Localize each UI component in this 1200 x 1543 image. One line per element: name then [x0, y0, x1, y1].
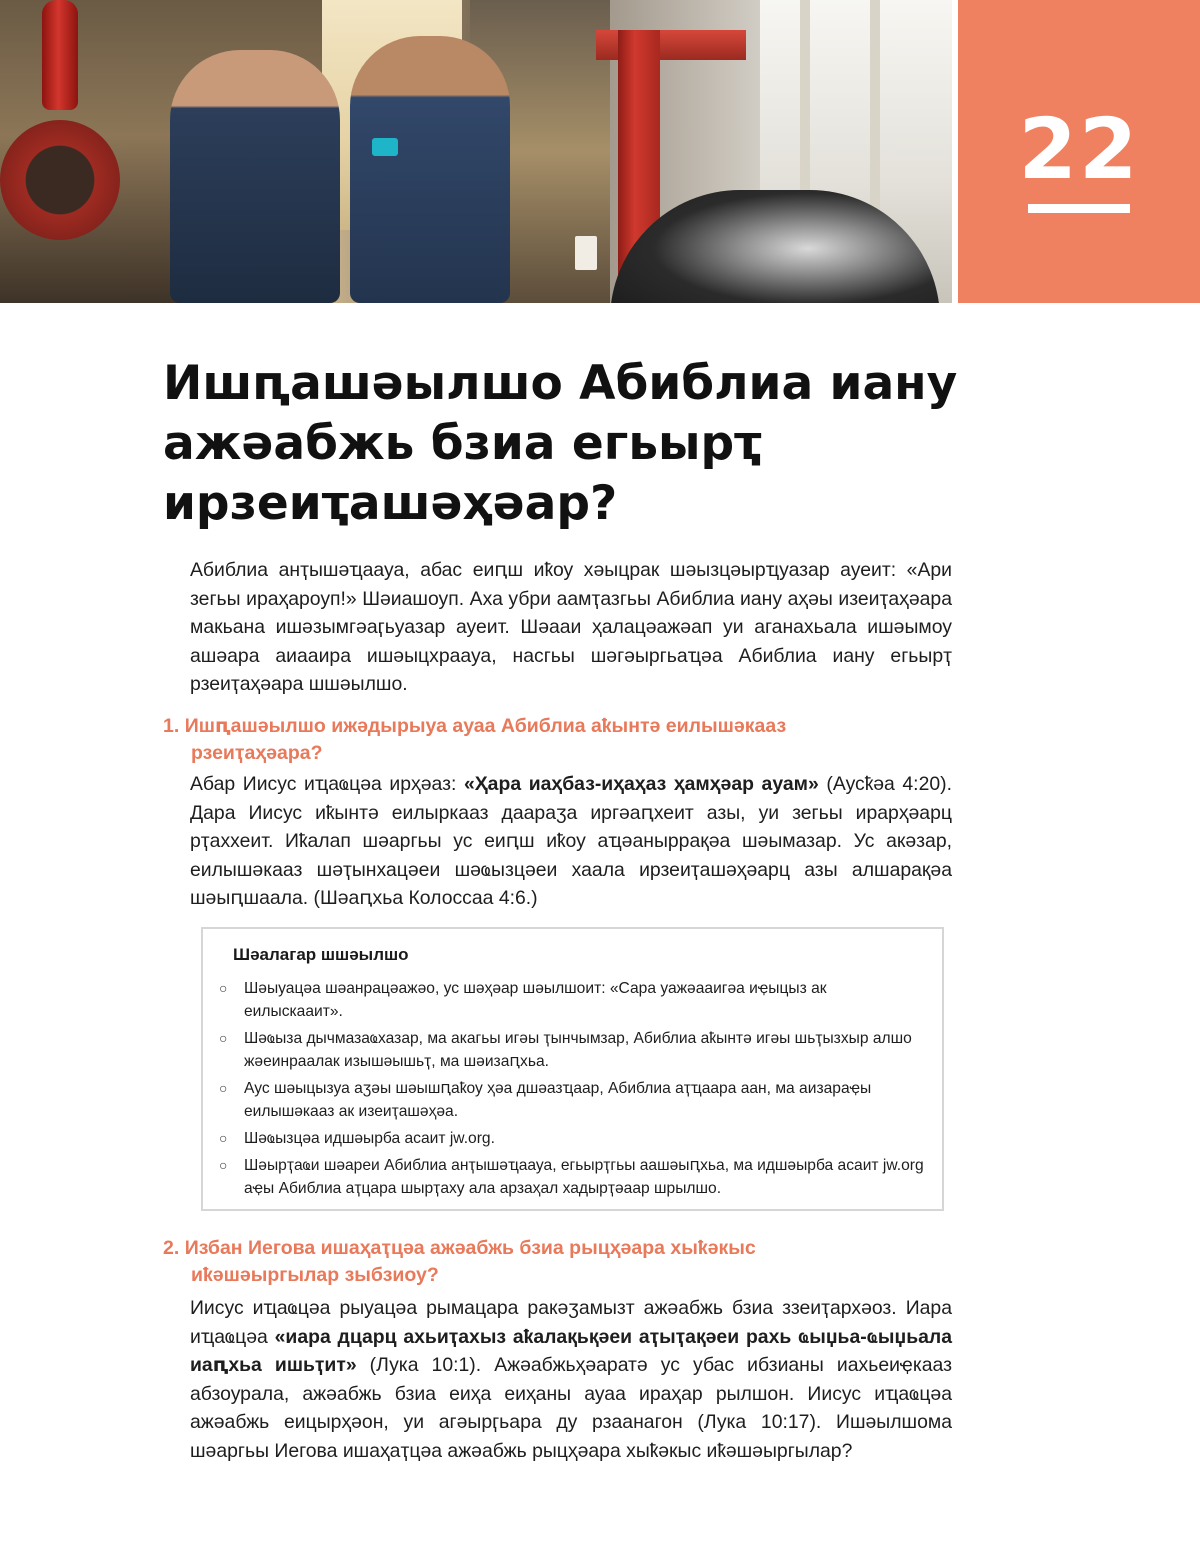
question-2-line1: Избан Иегова ишаҳаҭцәа ажәабжь бзиа рыцҳәара хыҟәкыс: [184, 1237, 756, 1259]
chapter-underline: [1028, 204, 1130, 213]
smartphone: [372, 138, 398, 156]
q2-quote: «иара дцарц ахьиҭахыз аҟалақьқәеи аҭыҭақәеи рахь ҩыџьа-ҩыџьала иаԥхьа ишьҭит»: [190, 1325, 952, 1376]
tips-item: [217, 1077, 929, 1123]
tips-item-text: Шәыуацәа шәанрацәажәо, ус шәҳәар шәылшоит: «Сара уажәааигәа иҿыцыз ак еилыскааит».: [244, 980, 827, 1020]
tips-box: [201, 927, 944, 1211]
question-1-line2: рзеиҭаҳәара?: [191, 742, 323, 764]
tips-list: [217, 977, 929, 1204]
coffee-cup: [575, 236, 597, 270]
page-title: Ишԥашәылшо Абиблиа иану ажәабжь бзиа егьырҭ ирзеиҭашәҳәар?: [163, 356, 958, 531]
q2-text-before: Иисус иҵаҩцәа рыуацәа рымацара ракәӡамызт ажәабжь бзиа ззеиҭархәоз. Иара иҵаҩцәа: [190, 1297, 952, 1348]
question-2-line2: иҟәшәыргылар зыбзиоу?: [191, 1264, 439, 1286]
circle-bullet-icon: ○: [219, 1157, 228, 1173]
question-1-number: 1.: [163, 715, 180, 737]
circle-bullet-icon: ○: [219, 1030, 228, 1046]
q1-text-after: (Аусҟәа 4:20). Дара Иисус иҟынтә еилыркааз даараӡа иргәаԥхеит азы, уи зегьы ирарҳәарц рҭаххеит. Иҟалап шәаргьы ус еиԥш иҟоу аҵәаныррақәа шәымазар. Ус акәзар, еилышәкааз шәҭынхацәеи шәҩызцәеи хаала ирзеиҭашәҳәарц азы алшарақәа шәыԥшаала. (Шәаԥхьа Колоссаа 4:6.): [190, 773, 952, 909]
tips-item: [217, 1127, 929, 1150]
q1-quote: «Ҳара иаҳбаз-иҳаҳаз ҳамҳәар ауам»: [463, 773, 819, 795]
question-1-paragraph: [190, 770, 952, 913]
tips-item-text: Шәҩызцәа идшәырба асаит jw.org.: [244, 1130, 495, 1147]
circle-bullet-icon: ○: [219, 980, 228, 996]
question-1-line1: Ишԥашәылшо ижәдырыуа ауаа Абиблиа аҟынтә еилышәкааз: [184, 715, 787, 737]
q1-text-before: Абар Иисус иҵаҩцәа ирҳәаз:: [190, 773, 464, 795]
tips-item-text: Аус шәыцызуа аӡәы шәышԥаҟоу ҳәа дшәазҵаар, Абиблиа аҭҵаара аан, ма аизараҿы еилышәкааз ак изеиҭашәҳәа.: [244, 1080, 872, 1120]
chapter-number: 22: [1018, 100, 1140, 198]
chapter-box: [958, 0, 1200, 303]
question-2-number: 2.: [163, 1237, 180, 1259]
circle-bullet-icon: ○: [219, 1080, 228, 1096]
tips-item-text: Шәҩыза дычмазаҩхазар, ма акагьы игәы ҭынчымзар, Абиблиа аҟынтә игәы шьҭызхыр алшо жәеинраалак изышәышьҭ, ма шәизаԥхьа.: [244, 1030, 912, 1070]
header-photo: [0, 0, 952, 303]
red-motorcycle: [0, 120, 120, 240]
younger-man: [350, 36, 510, 303]
question-1-heading: [163, 713, 953, 767]
question-2-paragraph: [190, 1294, 952, 1465]
q2-text-after: (Лука 10:1). Ажәабжьҳәаратә ус убас ибзианы иахьеиҿкааз абзоурала, ажәабжь бзиа еиҳа еиҳаны ауаа ираҳар рылшон. Иисус иҵаҩцәа ажәабжь еицырҳәон, уи агәырӷьара ду рзаанагон (Лука 10:17). Ишәылшома шәаргьы Иегова ишаҳаҭцәа ажәабжь рыцҳәара хыҟәкыс иҟәшәыргылар?: [190, 1354, 952, 1462]
tips-item: [217, 1154, 929, 1200]
tips-title: Шәалагар шшәылшо: [233, 945, 409, 964]
intro-paragraph: Абиблиа анҭышәҵаауа, абас еиԥш иҟоу хәыцрак шәызцәырҵуазар ауеит: «Ари зегьы ираҳароуп!» Шәиашоуп. Аха убри аамҭазгьы Абиблиа иану аҳәы изеиҭаҳәара макьана ишәзымгәаӷьуазар ауеит. Шәааи ҳалацәажәап уи аганахьала ишәымоу ашәара аиааира ишәыцхраауа, насгьы шәгәыргьаҵәа Абиблиа иану егьырҭ рзеиҭаҳәара шшәылшо.: [190, 559, 952, 695]
tips-item: [217, 977, 929, 1023]
fire-extinguisher: [42, 0, 78, 110]
tips-item-text: Шәырҭаҩи шәареи Абиблиа анҭышәҵаауа, егьырҭгьы аашәыԥхьа, ма идшәырба асаит jw.org аҿы Абиблиа аҭцара шырҭаху ала арзаҳал хадырҭәаар шрылшо.: [244, 1157, 924, 1197]
older-man: [170, 50, 340, 303]
question-2-heading: [163, 1235, 953, 1289]
circle-bullet-icon: ○: [219, 1130, 228, 1146]
tips-item: [217, 1027, 929, 1073]
